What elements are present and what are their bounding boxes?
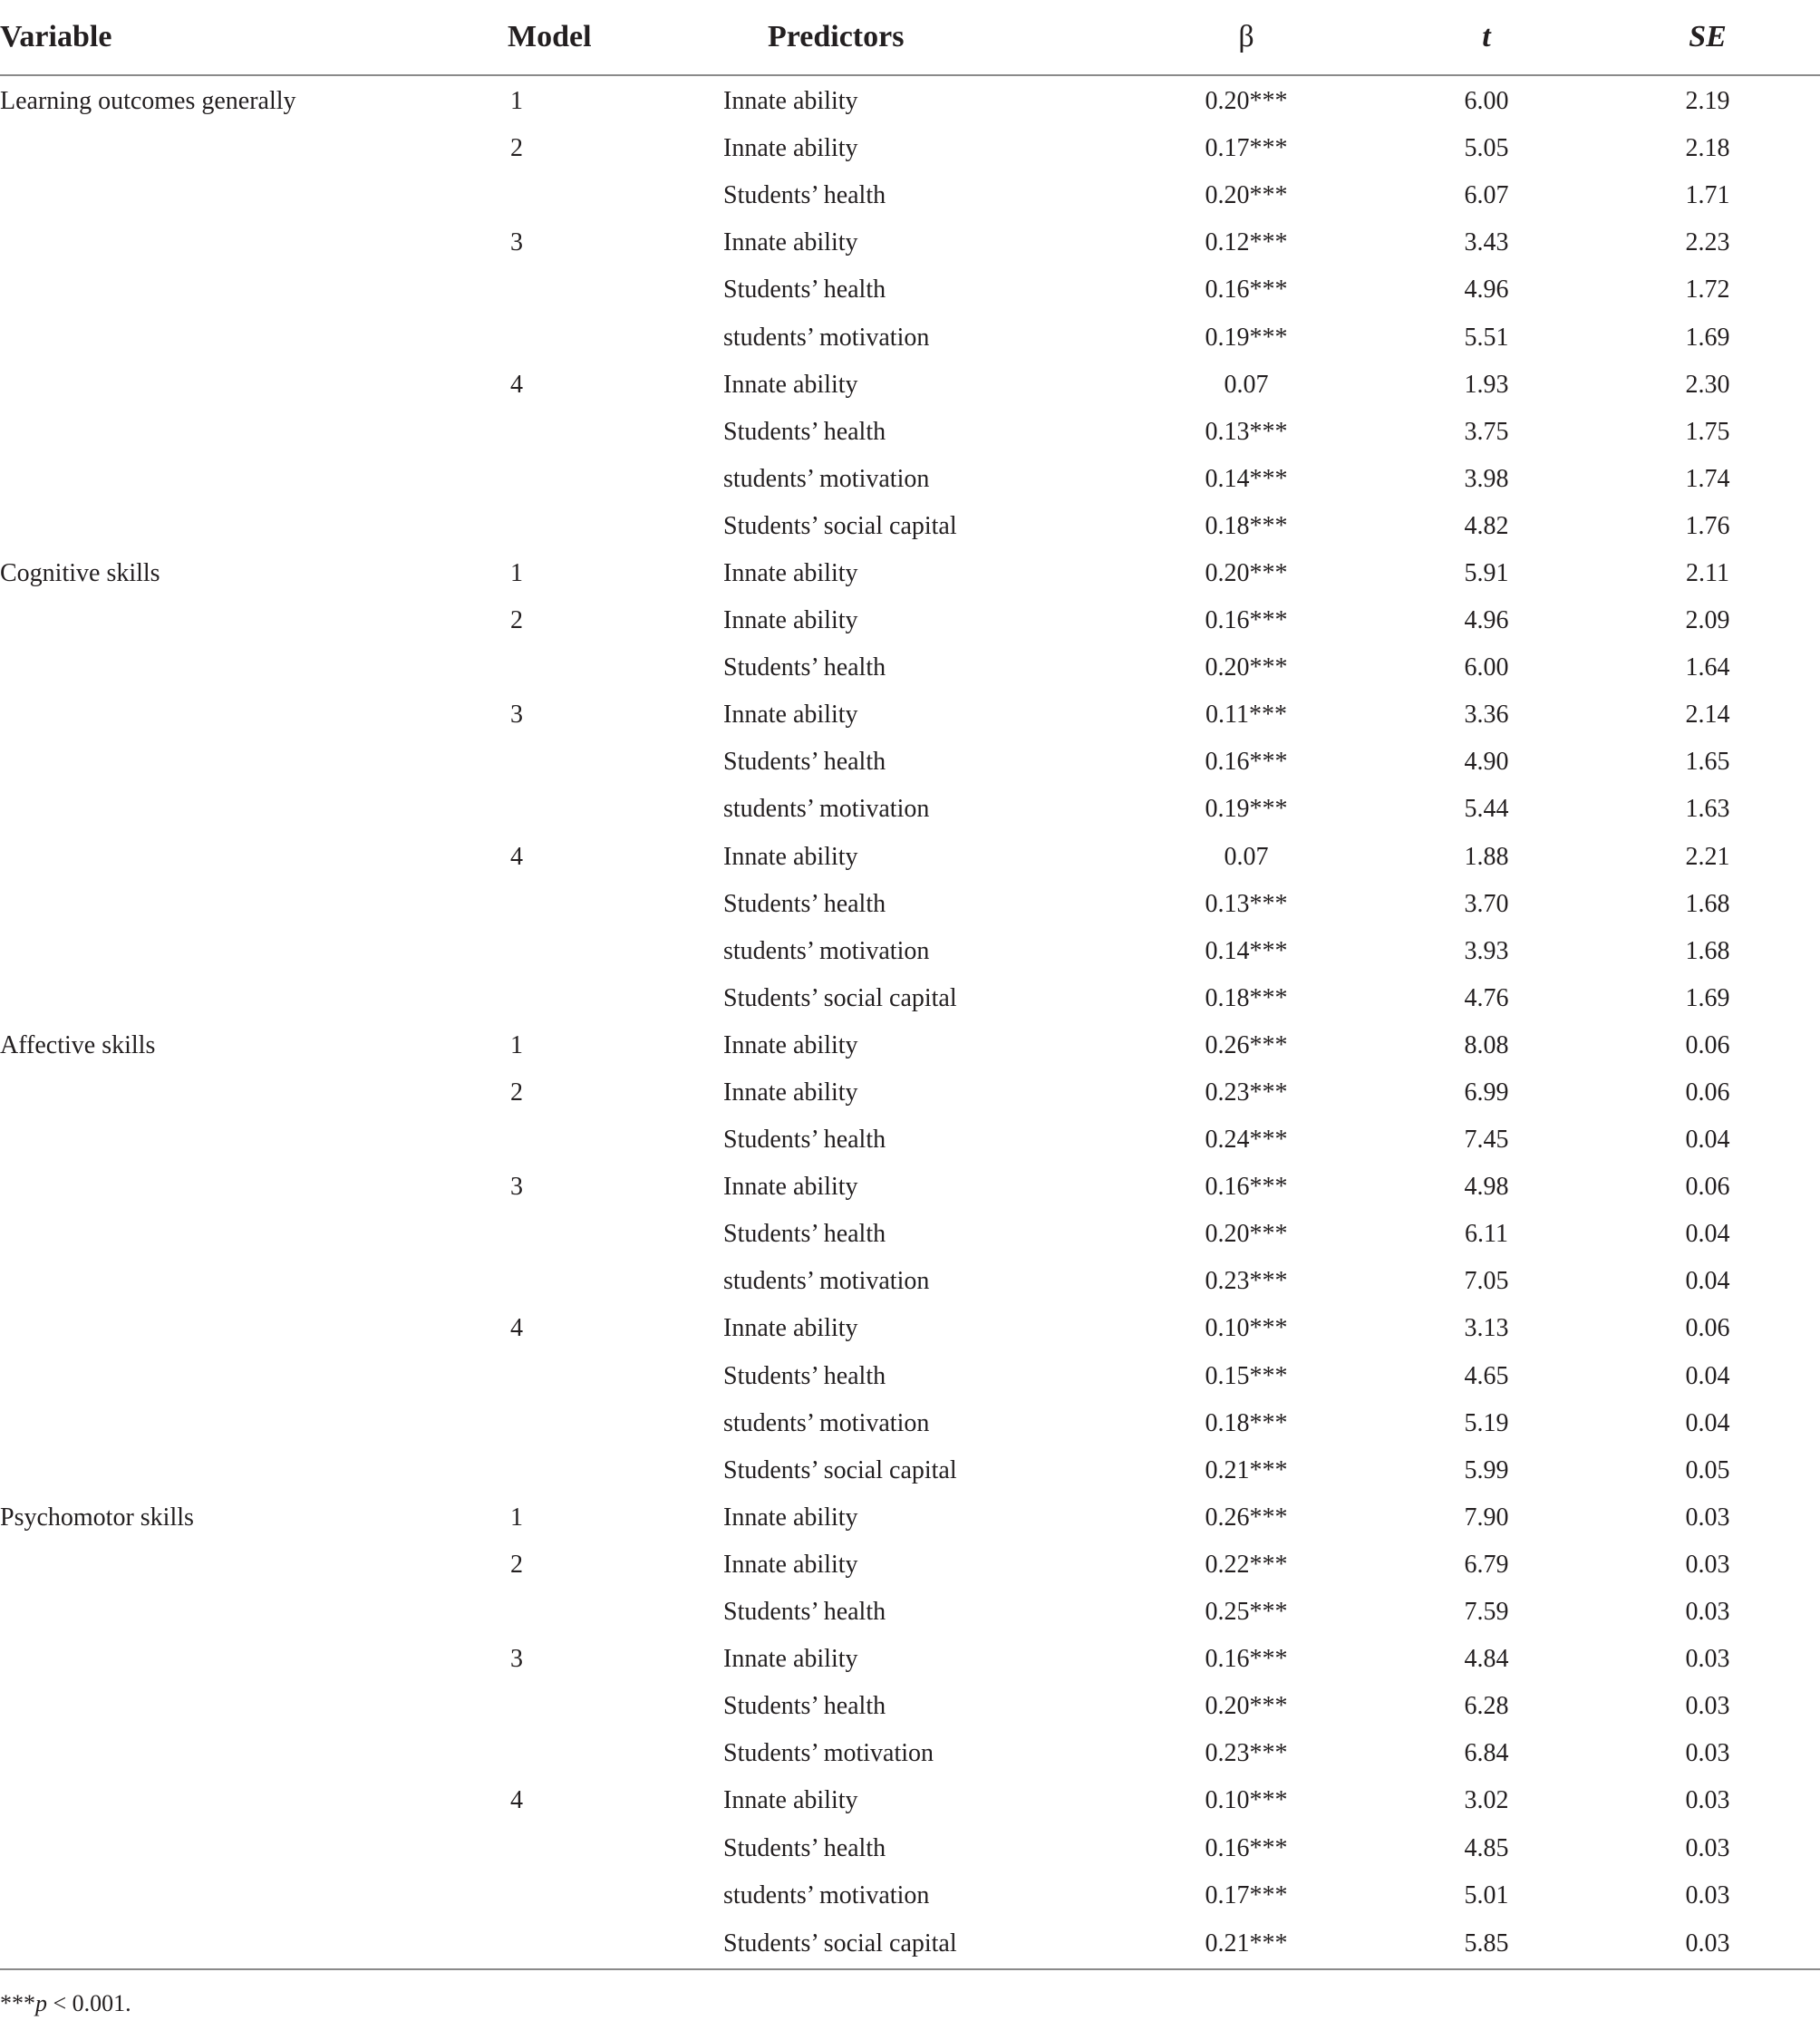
cell-variable	[0, 881, 471, 928]
cell-t: 4.76	[1464, 983, 1509, 1012]
cell-predictor: Innate ability	[723, 1786, 858, 1815]
cell-beta: 0.19***	[1205, 323, 1288, 352]
cell-variable	[0, 1589, 471, 1636]
cell-se: 0.03	[1685, 1739, 1730, 1768]
cell-predictor: Innate ability	[723, 370, 858, 399]
header-beta: β	[1115, 0, 1378, 75]
cell-se: 0.06	[1685, 1030, 1730, 1059]
table-row	[0, 1919, 1820, 1969]
cell-t: 6.99	[1464, 1078, 1509, 1107]
header-model: Model	[471, 0, 634, 75]
cell-variable	[0, 1542, 471, 1589]
cell-beta: 0.17***	[1205, 1880, 1288, 1909]
cell-model	[471, 1400, 634, 1447]
table-row	[0, 1494, 1820, 1542]
cell-se: 0.04	[1685, 1220, 1730, 1249]
table-row	[0, 125, 1820, 172]
cell-predictor: students’ motivation	[723, 1267, 930, 1296]
cell-t: 3.36	[1464, 701, 1509, 730]
cell-variable	[0, 739, 471, 786]
cell-predictor: Innate ability	[723, 1030, 858, 1059]
cell-beta: 0.16***	[1205, 1645, 1288, 1674]
table-row	[0, 456, 1820, 503]
cell-t: 3.13	[1464, 1314, 1509, 1343]
cell-variable	[0, 597, 471, 644]
cell-t: 6.00	[1464, 87, 1509, 116]
table-row	[0, 550, 1820, 597]
cell-predictor: Students’ social capital	[723, 983, 957, 1012]
cell-beta: 0.13***	[1205, 889, 1288, 918]
cell-variable	[0, 786, 471, 833]
header-t: t	[1378, 0, 1595, 75]
cell-model	[471, 975, 634, 1022]
cell-variable	[0, 975, 471, 1022]
cell-variable	[0, 1872, 471, 1919]
cell-predictor: Students’ health	[723, 1126, 886, 1155]
cell-predictor: Innate ability	[723, 1503, 858, 1532]
cell-t: 1.88	[1464, 842, 1509, 871]
cell-se: 1.69	[1685, 983, 1730, 1012]
table-row	[0, 1683, 1820, 1730]
cell-variable: Cognitive skills	[0, 558, 160, 587]
cell-model: 3	[510, 701, 523, 730]
cell-se: 1.74	[1685, 464, 1730, 493]
cell-se: 1.68	[1685, 889, 1730, 918]
cell-variable	[0, 219, 471, 266]
cell-t: 3.98	[1464, 464, 1509, 493]
cell-se: 0.04	[1685, 1267, 1730, 1296]
cell-t: 1.93	[1464, 370, 1509, 399]
cell-se: 0.06	[1685, 1078, 1730, 1107]
cell-t: 6.07	[1464, 181, 1509, 210]
cell-beta: 0.18***	[1205, 983, 1288, 1012]
cell-beta: 0.20***	[1205, 558, 1288, 587]
cell-se: 2.14	[1685, 701, 1730, 730]
cell-model	[471, 314, 634, 361]
table-row	[0, 597, 1820, 644]
cell-predictor: Students’ health	[723, 1692, 886, 1721]
cell-predictor: Students’ health	[723, 889, 886, 918]
cell-model	[471, 1447, 634, 1494]
cell-t: 5.19	[1464, 1408, 1509, 1437]
cell-variable	[0, 125, 471, 172]
cell-t: 6.11	[1465, 1220, 1508, 1249]
cell-beta: 0.21***	[1205, 1455, 1288, 1484]
cell-variable	[0, 1683, 471, 1730]
table-row	[0, 1116, 1820, 1164]
cell-se: 2.21	[1685, 842, 1730, 871]
cell-predictor: Students’ social capital	[723, 1455, 957, 1484]
cell-model	[471, 1211, 634, 1258]
cell-model: 2	[510, 606, 523, 635]
cell-beta: 0.23***	[1205, 1267, 1288, 1296]
cell-variable	[0, 928, 471, 975]
cell-se: 2.11	[1686, 558, 1729, 587]
cell-t: 4.98	[1464, 1173, 1509, 1202]
cell-beta: 0.23***	[1205, 1739, 1288, 1768]
cell-variable	[0, 1069, 471, 1116]
cell-predictor: students’ motivation	[723, 1408, 930, 1437]
cell-variable	[0, 1353, 471, 1400]
cell-se: 0.03	[1685, 1598, 1730, 1627]
cell-variable	[0, 1777, 471, 1824]
cell-beta: 0.16***	[1205, 748, 1288, 777]
cell-beta: 0.14***	[1205, 464, 1288, 493]
cell-model	[471, 644, 634, 691]
cell-se: 0.03	[1685, 1503, 1730, 1532]
cell-se: 1.65	[1685, 748, 1730, 777]
cell-beta: 0.10***	[1205, 1314, 1288, 1343]
cell-predictor: Students’ health	[723, 417, 886, 446]
header-predictors: Predictors	[634, 0, 1115, 75]
table-row	[0, 219, 1820, 266]
cell-se: 0.05	[1685, 1455, 1730, 1484]
cell-se: 0.03	[1685, 1833, 1730, 1862]
table-row	[0, 409, 1820, 456]
table-row	[0, 1447, 1820, 1494]
table-row	[0, 1258, 1820, 1305]
table-row	[0, 1022, 1820, 1069]
cell-variable	[0, 409, 471, 456]
footnote-p-symbol: p	[35, 1990, 47, 2016]
cell-predictor: Students’ health	[723, 276, 886, 304]
table-row	[0, 1730, 1820, 1777]
cell-predictor: Students’ health	[723, 181, 886, 210]
cell-predictor: Innate ability	[723, 606, 858, 635]
table-row	[0, 834, 1820, 881]
cell-beta: 0.16***	[1205, 1173, 1288, 1202]
cell-model: 3	[510, 1173, 523, 1202]
table-row	[0, 1824, 1820, 1871]
cell-variable	[0, 456, 471, 503]
cell-predictor: students’ motivation	[723, 936, 930, 965]
cell-variable	[0, 644, 471, 691]
cell-variable	[0, 1447, 471, 1494]
cell-t: 5.05	[1464, 134, 1509, 163]
cell-predictor: Students’ health	[723, 1220, 886, 1249]
cell-predictor: Students’ health	[723, 1598, 886, 1627]
cell-se: 0.03	[1595, 1919, 1820, 1969]
table-row	[0, 1400, 1820, 1447]
table-row	[0, 975, 1820, 1022]
cell-model	[471, 503, 634, 550]
cell-beta: 0.26***	[1205, 1030, 1288, 1059]
cell-beta: 0.18***	[1205, 511, 1288, 540]
cell-beta: 0.16***	[1205, 276, 1288, 304]
cell-se: 1.72	[1685, 276, 1730, 304]
cell-predictor: Innate ability	[723, 1314, 858, 1343]
table-row	[0, 739, 1820, 786]
cell-beta: 0.26***	[1205, 1503, 1288, 1532]
table-row	[0, 691, 1820, 739]
cell-model: 2	[510, 134, 523, 163]
cell-model	[471, 739, 634, 786]
cell-variable	[0, 1258, 471, 1305]
cell-t: 3.75	[1464, 417, 1509, 446]
cell-se: 2.18	[1685, 134, 1730, 163]
cell-se: 0.04	[1685, 1408, 1730, 1437]
cell-variable	[0, 314, 471, 361]
cell-model	[471, 786, 634, 833]
table-footnote	[0, 1990, 131, 2017]
cell-model	[471, 1258, 634, 1305]
cell-variable	[0, 1400, 471, 1447]
cell-predictor: Students’ health	[723, 748, 886, 777]
cell-t: 6.79	[1464, 1550, 1509, 1579]
cell-predictor: students’ motivation	[723, 795, 930, 824]
cell-beta: 0.10***	[1205, 1786, 1288, 1815]
cell-beta: 0.20***	[1205, 1220, 1288, 1249]
cell-t: 5.01	[1464, 1880, 1509, 1909]
table-row	[0, 1305, 1820, 1352]
cell-predictor: Students’ health	[723, 1361, 886, 1390]
cell-se: 0.03	[1685, 1645, 1730, 1674]
table-row	[0, 1872, 1820, 1919]
cell-t: 6.28	[1464, 1692, 1509, 1721]
cell-beta: 0.15***	[1205, 1361, 1288, 1390]
cell-se: 1.71	[1685, 181, 1730, 210]
table-row	[0, 266, 1820, 314]
cell-model: 2	[510, 1550, 523, 1579]
table-row	[0, 881, 1820, 928]
cell-model: 4	[510, 1314, 523, 1343]
cell-variable	[0, 1164, 471, 1211]
cell-beta: 0.20***	[1205, 181, 1288, 210]
cell-se: 0.04	[1685, 1126, 1730, 1155]
cell-model	[471, 266, 634, 314]
cell-variable	[0, 1730, 471, 1777]
cell-t: 8.08	[1464, 1030, 1509, 1059]
cell-model: 3	[510, 1645, 523, 1674]
cell-se: 2.23	[1685, 228, 1730, 257]
cell-se: 0.03	[1685, 1880, 1730, 1909]
cell-t: 4.96	[1464, 276, 1509, 304]
cell-variable	[0, 1305, 471, 1352]
cell-predictor: Innate ability	[723, 228, 858, 257]
cell-se: 2.30	[1685, 370, 1730, 399]
cell-predictor: Innate ability	[723, 842, 858, 871]
table-row	[0, 362, 1820, 409]
cell-model	[471, 881, 634, 928]
cell-se: 0.06	[1685, 1173, 1730, 1202]
cell-t: 4.96	[1464, 606, 1509, 635]
cell-predictor: students’ motivation	[723, 1880, 930, 1909]
cell-beta: 0.25***	[1205, 1598, 1288, 1627]
cell-variable	[0, 1116, 471, 1164]
cell-se: 0.04	[1685, 1361, 1730, 1390]
header-variable: Variable	[0, 0, 471, 75]
cell-beta: 0.24***	[1205, 1126, 1288, 1155]
cell-se: 1.68	[1685, 936, 1730, 965]
cell-t: 5.91	[1464, 558, 1509, 587]
cell-model	[471, 1353, 634, 1400]
cell-predictor: students’ motivation	[723, 464, 930, 493]
cell-beta: 0.14***	[1205, 936, 1288, 965]
cell-t: 5.99	[1464, 1455, 1509, 1484]
cell-beta: 0.11***	[1205, 701, 1287, 730]
cell-t: 3.43	[1464, 228, 1509, 257]
cell-beta: 0.16***	[1205, 606, 1288, 635]
cell-variable: Psychomotor skills	[0, 1503, 194, 1532]
cell-t: 7.59	[1464, 1598, 1509, 1627]
cell-predictor: Innate ability	[723, 1645, 858, 1674]
header-row	[0, 0, 1820, 75]
cell-variable: Affective skills	[0, 1030, 156, 1059]
footnote-marker: ***	[0, 1990, 35, 2016]
cell-model: 4	[510, 370, 523, 399]
cell-variable	[0, 503, 471, 550]
cell-t: 4.84	[1464, 1645, 1509, 1674]
table-row	[0, 1777, 1820, 1824]
cell-model	[471, 456, 634, 503]
cell-model	[471, 1824, 634, 1871]
cell-beta: 0.21***	[1115, 1919, 1378, 1969]
table-row	[0, 314, 1820, 361]
cell-model	[471, 928, 634, 975]
cell-model: 1	[510, 1030, 523, 1059]
cell-model	[471, 172, 634, 219]
cell-t: 6.84	[1464, 1739, 1509, 1768]
cell-se: 0.06	[1685, 1314, 1730, 1343]
cell-beta: 0.20***	[1205, 87, 1288, 116]
header-se: SE	[1595, 0, 1820, 75]
cell-variable	[0, 1919, 471, 1969]
cell-beta: 0.23***	[1205, 1078, 1288, 1107]
table-row	[0, 172, 1820, 219]
cell-model	[471, 1919, 634, 1969]
cell-t: 4.65	[1464, 1361, 1509, 1390]
cell-model	[471, 1730, 634, 1777]
footnote-text: < 0.001.	[47, 1990, 131, 2016]
cell-predictor: Innate ability	[723, 134, 858, 163]
cell-predictor: Innate ability	[723, 1078, 858, 1107]
cell-predictor: Students’ social capital	[634, 1919, 1115, 1969]
cell-se: 0.03	[1685, 1692, 1730, 1721]
cell-beta: 0.19***	[1205, 795, 1288, 824]
cell-predictor: Innate ability	[723, 701, 858, 730]
cell-predictor: Innate ability	[723, 1550, 858, 1579]
cell-beta: 0.13***	[1205, 417, 1288, 446]
cell-predictor: Students’ motivation	[723, 1739, 934, 1768]
cell-t: 4.82	[1464, 511, 1509, 540]
cell-model: 4	[510, 842, 523, 871]
cell-predictor: Students’ health	[723, 1833, 886, 1862]
cell-t: 3.93	[1464, 936, 1509, 965]
table-row	[0, 75, 1820, 125]
cell-se: 1.63	[1685, 795, 1730, 824]
cell-variable	[0, 834, 471, 881]
table-row	[0, 1069, 1820, 1116]
cell-se: 0.03	[1685, 1550, 1730, 1579]
cell-model: 2	[510, 1078, 523, 1107]
cell-beta: 0.07	[1224, 842, 1269, 871]
cell-se: 1.69	[1685, 323, 1730, 352]
table-body	[0, 75, 1820, 1969]
cell-variable	[0, 691, 471, 739]
cell-variable	[0, 172, 471, 219]
cell-model: 4	[510, 1786, 523, 1815]
cell-se: 2.09	[1685, 606, 1730, 635]
cell-predictor: Students’ social capital	[723, 511, 957, 540]
cell-variable	[0, 362, 471, 409]
cell-beta: 0.20***	[1205, 653, 1288, 682]
cell-t: 5.51	[1464, 323, 1509, 352]
cell-model	[471, 1683, 634, 1730]
cell-se: 1.64	[1685, 653, 1730, 682]
cell-beta: 0.18***	[1205, 1408, 1288, 1437]
table-row	[0, 644, 1820, 691]
cell-model	[471, 409, 634, 456]
table-row	[0, 786, 1820, 833]
table-row	[0, 1589, 1820, 1636]
cell-t: 3.02	[1464, 1786, 1509, 1815]
cell-t: 4.90	[1464, 748, 1509, 777]
cell-variable	[0, 1636, 471, 1683]
cell-model	[471, 1872, 634, 1919]
cell-se: 1.75	[1685, 417, 1730, 446]
cell-variable	[0, 1824, 471, 1871]
cell-t: 7.05	[1464, 1267, 1509, 1296]
cell-variable	[0, 266, 471, 314]
cell-t: 3.70	[1464, 889, 1509, 918]
table-row	[0, 1353, 1820, 1400]
cell-predictor: Students’ health	[723, 653, 886, 682]
cell-model	[471, 1116, 634, 1164]
table-row	[0, 1211, 1820, 1258]
cell-model: 1	[510, 558, 523, 587]
cell-t: 7.45	[1464, 1126, 1509, 1155]
cell-beta: 0.07	[1224, 370, 1269, 399]
cell-variable	[0, 1211, 471, 1258]
table-header	[0, 0, 1820, 75]
table-row	[0, 1636, 1820, 1683]
cell-model: 1	[510, 87, 523, 116]
table-row	[0, 1542, 1820, 1589]
cell-model	[471, 1589, 634, 1636]
cell-model: 3	[510, 228, 523, 257]
cell-beta: 0.16***	[1205, 1833, 1288, 1862]
cell-predictor: Innate ability	[723, 558, 858, 587]
cell-model: 1	[510, 1503, 523, 1532]
cell-se: 0.03	[1685, 1786, 1730, 1815]
cell-predictor: students’ motivation	[723, 323, 930, 352]
cell-t: 6.00	[1464, 653, 1509, 682]
cell-se: 1.76	[1685, 511, 1730, 540]
table-row	[0, 928, 1820, 975]
cell-se: 2.19	[1685, 87, 1730, 116]
cell-t: 7.90	[1464, 1503, 1509, 1532]
cell-predictor: Innate ability	[723, 1173, 858, 1202]
table-row	[0, 1164, 1820, 1211]
cell-beta: 0.20***	[1205, 1692, 1288, 1721]
cell-beta: 0.17***	[1205, 134, 1288, 163]
cell-t: 5.85	[1378, 1919, 1595, 1969]
cell-t: 5.44	[1464, 795, 1509, 824]
cell-beta: 0.22***	[1205, 1550, 1288, 1579]
cell-t: 4.85	[1464, 1833, 1509, 1862]
cell-variable: Learning outcomes generally	[0, 87, 296, 116]
cell-beta: 0.12***	[1205, 228, 1288, 257]
cell-predictor: Innate ability	[723, 87, 858, 116]
table-row	[0, 503, 1820, 550]
